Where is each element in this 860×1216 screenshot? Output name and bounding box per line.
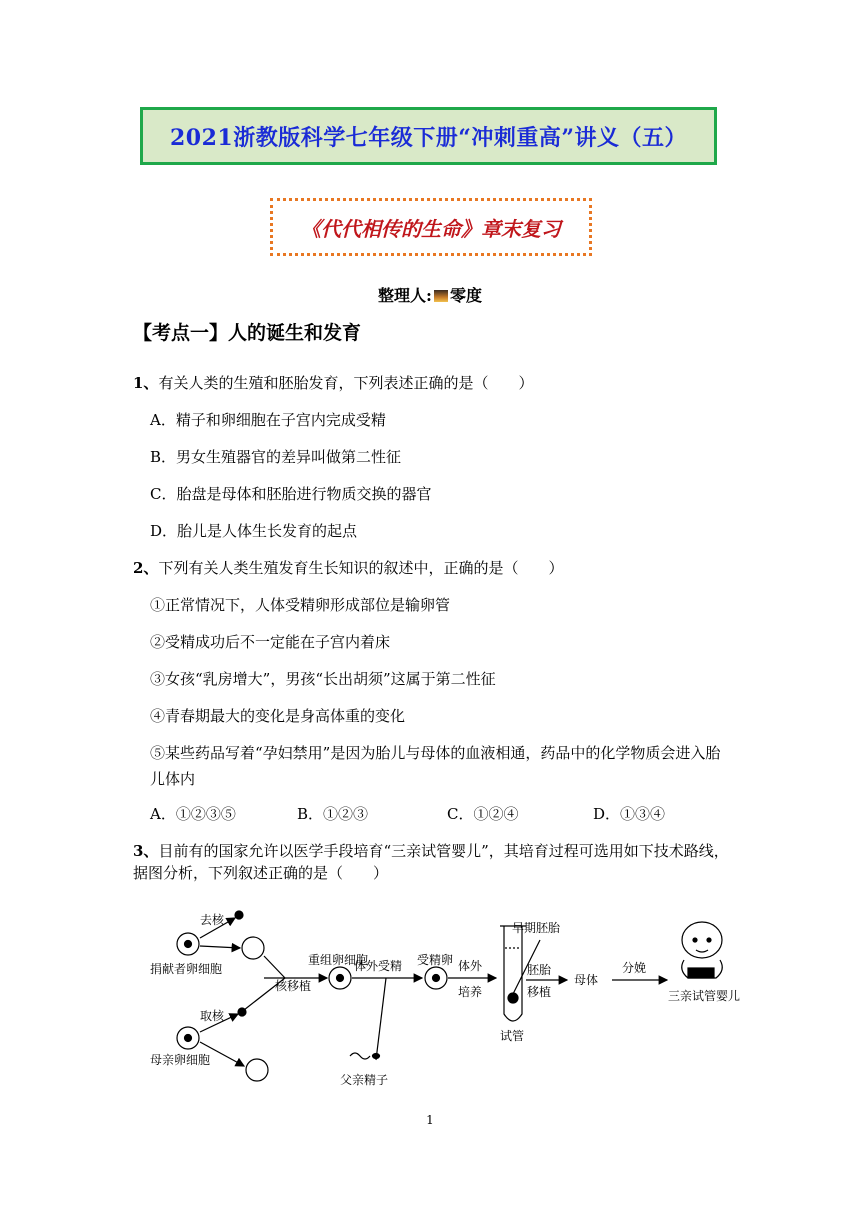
statement-2: ②受精成功后不一定能在子宫内着床 [150,633,391,651]
label-delivery: 分娩 [622,961,647,975]
statement-5: ⑤某些药品写着“孕妇禁用”是因为胎儿与母体的血液相通，药品中的化学物质会进入胎 [150,744,721,762]
choice-c: C．①②④ [447,805,519,823]
sperm-head [373,1054,380,1059]
enucleated-egg [242,937,264,959]
author-label: 整理人: [378,286,432,305]
early-embryo-dot [508,993,518,1003]
statement-3: ③女孩“乳房增大”，男孩“长出胡须”这属于第二性征 [150,670,496,688]
label-remove-nucleus: 去核 [200,913,225,927]
sperm-line [376,978,386,1060]
document-title: 2021浙教版科学七年级下册“冲刺重高”讲义（五） [169,124,688,151]
statement-1: ①正常情况下，人体受精卵形成部位是输卵管 [150,596,451,614]
label-father-sperm: 父亲精子 [340,1073,389,1087]
sunset-icon [434,290,448,302]
question-number: 2、 [133,559,159,577]
question-3-line-2: 据图分析，下列叙述正确的是（ ） [133,864,389,882]
statement-4: ④青春期最大的变化是身高体重的变化 [150,707,406,725]
label-zygote: 受精卵 [417,953,454,967]
donor-nucleus-dot [185,941,192,948]
removed-nucleus [235,911,243,919]
question-1 [133,372,533,393]
page-number: 1 [426,1113,434,1127]
baby-diaper [688,968,714,978]
label-recombined-egg: 重组卵细胞 [308,953,369,967]
label-ivf: 体外受精 [354,959,403,973]
subtitle-box [270,198,592,256]
option-a: A．精子和卵细胞在子宫内完成受精 [150,411,386,429]
label-mother-egg: 母亲卵细胞 [150,1053,211,1067]
mother-nucleus-dot [185,1035,192,1042]
label-take-nucleus: 取核 [200,1009,225,1023]
question-number: 1、 [133,374,159,392]
question-stem: 下列有关人类生殖发育生长知识的叙述中，正确的是（ ） [158,559,564,577]
sperm-tail [350,1053,370,1059]
choices-row [0,803,860,823]
baby-mouth [696,950,708,952]
question-number: 3、 [133,842,159,860]
baby-eye-right [707,938,711,942]
ivf-process-diagram [140,898,760,1098]
label-mother-body: 母体 [574,973,599,987]
question-stem: 有关人类的生殖和胚胎发育，下列表述正确的是（ ） [158,374,534,392]
label-baby: 三亲试管婴儿 [668,989,741,1003]
document-subtitle: 《代代相传的生命》章末复习 [301,216,561,241]
author-line [0,283,860,306]
label-nuclear-transfer: 核移植 [275,979,312,993]
mother-egg-remainder [246,1059,268,1081]
recombined-nucleus-dot [337,975,344,982]
label-embryo: 胚胎 [527,963,552,977]
section-title: 【考点一】人的诞生和发育 [133,322,362,344]
label-in-vitro: 体外 [458,959,483,973]
label-culture: 培养 [458,985,483,999]
to-enucleated-arrow [200,946,240,948]
label-early-embryo: 早期胚胎 [512,921,561,935]
test-tube [504,926,522,1021]
option-b: B．男女生殖器官的差异叫做第二性征 [150,448,402,466]
option-d: D．胎儿是人体生长发育的起点 [150,522,358,540]
question-2 [133,557,563,578]
choice-b: B．①②③ [297,805,369,823]
label-transfer: 移植 [527,985,552,999]
statement-5-cont: 儿体内 [150,770,196,788]
zygote-nucleus-dot [433,975,440,982]
option-c: C．胎盘是母体和胚胎进行物质交换的器官 [150,485,432,503]
question-3 [133,840,729,861]
choice-d: D．①③④ [593,805,666,823]
label-donor-egg: 捐献者卵细胞 [150,962,223,976]
choice-a: A．①②③⑤ [150,805,236,823]
question-stem-line-1: 目前有的国家允许以医学手段培育“三亲试管婴儿”，其培育过程可选用如下技术路线， [158,842,729,860]
baby-eye-left [693,938,697,942]
title-box [140,107,717,165]
merge-line-top [264,956,285,978]
label-test-tube: 试管 [500,1029,525,1043]
author-name: 零度 [449,286,482,305]
